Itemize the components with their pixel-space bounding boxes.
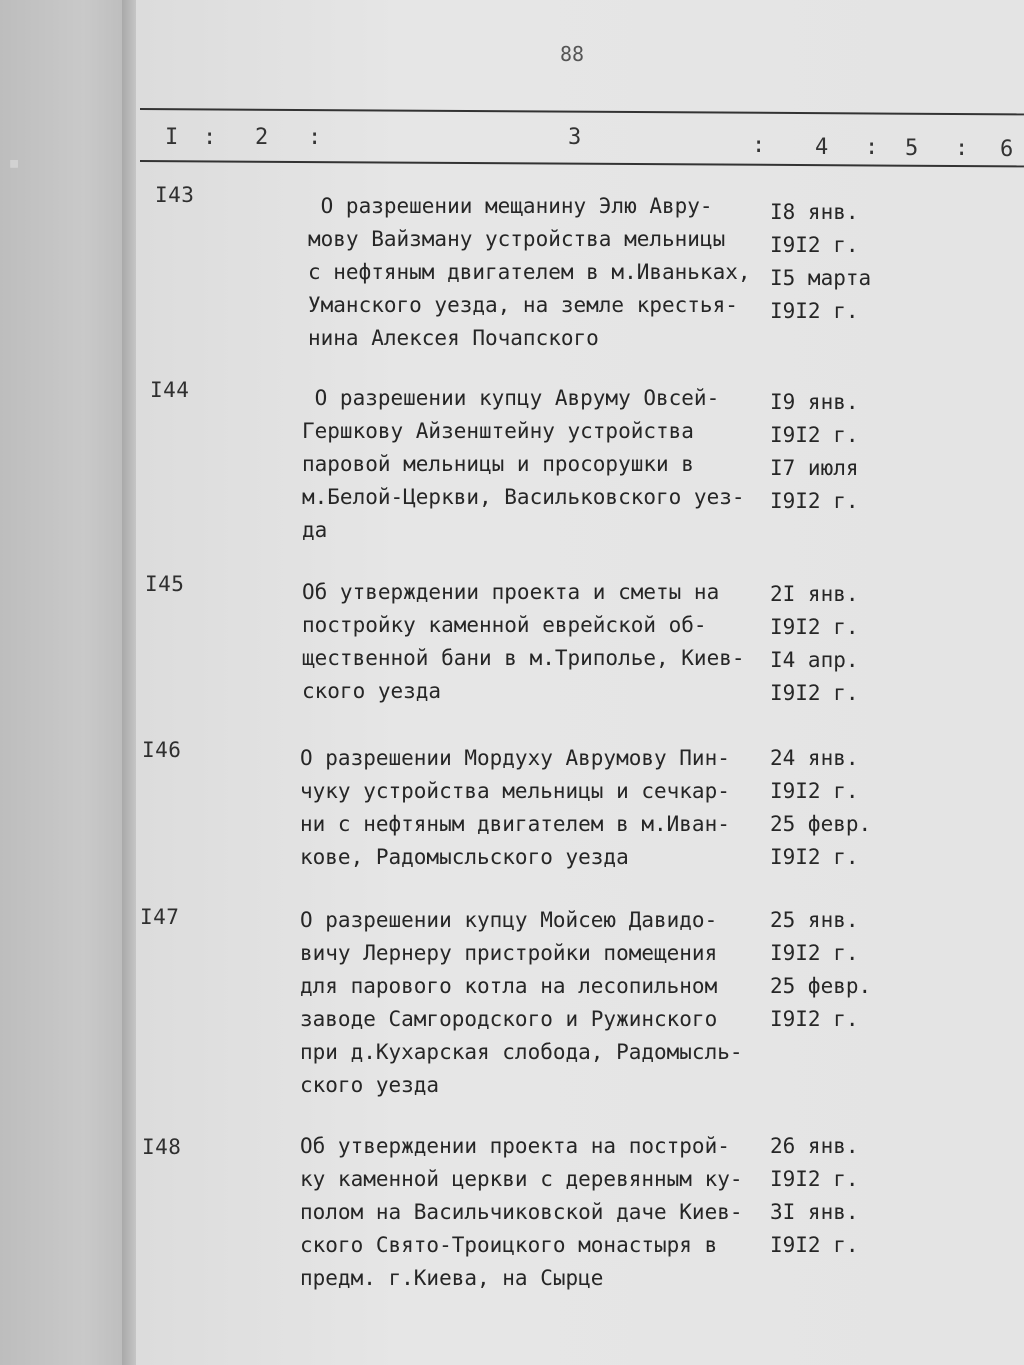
- entry-number: I47: [140, 905, 180, 929]
- entry-description: [302, 382, 745, 547]
- text-line: О разрешении Мордуху Аврумову Пин-: [300, 746, 730, 770]
- text-line: нина Алексея Почапского: [308, 326, 599, 350]
- entry-dates: [770, 386, 859, 518]
- col-header-2: 2: [255, 125, 269, 150]
- col-header-4: 4: [815, 135, 829, 160]
- date-line: I7 июля: [770, 456, 859, 480]
- entry-dates: [770, 904, 871, 1036]
- entry-dates: [770, 1130, 859, 1262]
- col-header-3: 3: [568, 125, 582, 150]
- entry-description: [302, 576, 745, 708]
- date-line: I5 марта: [770, 266, 872, 290]
- date-line: I9I2 г.: [770, 941, 859, 965]
- bleed-through: ▪: [8, 150, 21, 174]
- text-line: м.Белой-Церкви, Васильковского уез-: [302, 485, 745, 509]
- text-line: ку каменной церкви с деревянным ку-: [300, 1167, 743, 1191]
- date-line: I9I2 г.: [770, 489, 859, 513]
- text-line: с нефтяным двигателем в м.Иваньках,: [308, 260, 751, 284]
- entry-number: I46: [142, 738, 182, 762]
- text-line: Об утверждении проекта и сметы на: [302, 580, 720, 604]
- text-line: предм. г.Киева, на Сырце: [300, 1266, 604, 1290]
- date-line: I9I2 г.: [770, 1233, 859, 1257]
- col-header-sep: :: [203, 125, 217, 150]
- text-line: для парового котла на лесопильном: [300, 974, 718, 998]
- date-line: I9I2 г.: [770, 233, 859, 257]
- text-line: О разрешении купцу Мойсею Давидо-: [300, 908, 718, 932]
- entry-dates: [770, 742, 871, 874]
- date-line: I8 янв.: [770, 200, 859, 224]
- date-line: I9I2 г.: [770, 299, 859, 323]
- text-line: ского Свято-Троицкого монастыря в: [300, 1233, 718, 1257]
- text-line: при д.Кухарская слобода, Радомысль-: [300, 1040, 743, 1064]
- entry-description: [300, 1130, 743, 1295]
- col-header-sep: :: [865, 135, 879, 160]
- entry-dates: [770, 196, 871, 328]
- col-header-sep: :: [955, 136, 969, 161]
- date-line: I9I2 г.: [770, 681, 859, 705]
- text-line: мову Вайзману устройства мельницы: [308, 227, 726, 251]
- date-line: I9I2 г.: [770, 423, 859, 447]
- text-line: ского уезда: [300, 1073, 440, 1097]
- date-line: 25 февр.: [770, 812, 872, 836]
- text-line: постройку каменной еврейской об-: [302, 613, 707, 637]
- date-line: 26 янв.: [770, 1134, 859, 1158]
- date-line: I4 апр.: [770, 648, 859, 672]
- entry-number: I43: [155, 183, 195, 207]
- text-line: вичу Лернеру пристройки помещения: [300, 941, 718, 965]
- date-line: 25 янв.: [770, 908, 859, 932]
- text-line: ни с нефтяным двигателем в м.Иван-: [300, 812, 730, 836]
- date-line: 3I янв.: [770, 1200, 859, 1224]
- text-line: да: [302, 518, 328, 542]
- text-line: заводе Самгородского и Ружинского: [300, 1007, 718, 1031]
- text-line: паровой мельницы и просорушки в: [302, 452, 694, 476]
- date-line: I9I2 г.: [770, 1007, 859, 1031]
- text-line: Об утверждении проекта на построй-: [300, 1134, 730, 1158]
- text-line: Гершкову Айзенштейну устройства: [302, 419, 694, 443]
- date-line: I9I2 г.: [770, 615, 859, 639]
- date-line: 24 янв.: [770, 746, 859, 770]
- text-line: щественной бани в м.Триполье, Киев-: [302, 646, 745, 670]
- col-header-sep: :: [308, 125, 322, 150]
- date-line: I9I2 г.: [770, 779, 859, 803]
- col-header-5: 5: [905, 136, 919, 161]
- text-line: ского уезда: [302, 679, 442, 703]
- col-header-6: 6: [1000, 137, 1014, 162]
- date-line: I9I2 г.: [770, 1167, 859, 1191]
- entry-number: I45: [145, 572, 185, 596]
- entry-description: [300, 742, 730, 874]
- text-line: кове, Радомысльского уезда: [300, 845, 629, 869]
- date-line: 2I янв.: [770, 582, 859, 606]
- col-header-sep: :: [752, 133, 766, 158]
- entry-dates: [770, 578, 859, 710]
- entry-description: [308, 190, 751, 355]
- entry-description: [300, 904, 743, 1102]
- col-header-1: I: [165, 125, 179, 150]
- date-line: I9I2 г.: [770, 845, 859, 869]
- entry-number: I44: [150, 378, 190, 402]
- text-line: Уманского уезда, на земле крестья-: [308, 293, 738, 317]
- entry-number: I48: [142, 1135, 182, 1159]
- left-page-edge: [0, 0, 140, 1365]
- page-number: 88: [560, 42, 585, 66]
- text-line: полом на Васильчиковской даче Киев-: [300, 1200, 743, 1224]
- date-line: I9 янв.: [770, 390, 859, 414]
- text-line: О разрешении купцу Авруму Овсей-: [302, 386, 720, 410]
- text-line: чуку устройства мельницы и сечкар-: [300, 779, 730, 803]
- date-line: 25 февр.: [770, 974, 872, 998]
- text-line: О разрешении мещанину Элю Авру-: [308, 194, 713, 218]
